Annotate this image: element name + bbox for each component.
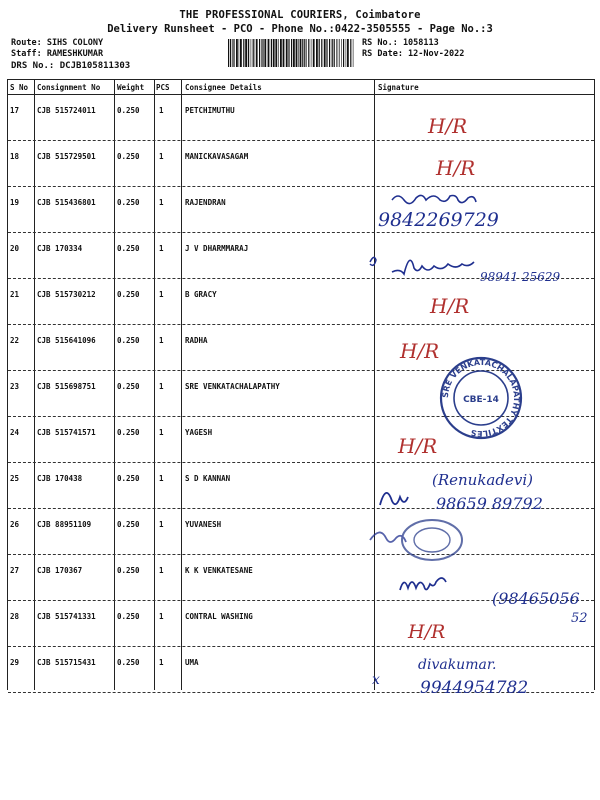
cell-consignment: CJB 515715431 [37, 658, 96, 667]
stamp-ring-text-23: SRE VENKATACHALAPATHY TEXTILES [440, 357, 522, 439]
cell-weight: 0.250 [117, 566, 140, 575]
cell-weight: 0.250 [117, 290, 140, 299]
cell-sno: 18 [10, 152, 20, 161]
barcode-bar [308, 39, 309, 67]
cell-consignee: MANICKAVASAGAM [185, 152, 249, 161]
barcode-bar [338, 39, 339, 67]
handwritten-phone-20: 98941 25629 [480, 270, 561, 284]
cell-weight: 0.250 [117, 658, 140, 667]
cell-consignment: CJB 170438 [37, 474, 83, 483]
cell-weight: 0.250 [117, 382, 140, 391]
barcode-bar [275, 39, 277, 67]
barcode-bar [329, 39, 330, 67]
barcode-bar [293, 39, 295, 67]
cell-weight: 0.250 [117, 336, 140, 345]
barcode-bar [346, 39, 347, 67]
drs-barcode-image [228, 39, 356, 67]
barcode-bar [347, 39, 349, 67]
cell-weight: 0.250 [117, 612, 140, 621]
cell-consignee: J V DHARMMARAJ [185, 244, 249, 253]
cell-consignment: CJB 515741571 [37, 428, 96, 437]
table-row [8, 417, 594, 463]
cell-sno: 25 [10, 474, 20, 483]
barcode-bar [264, 39, 266, 67]
row-divider [8, 692, 594, 693]
barcode-bar [261, 39, 262, 67]
cell-weight: 0.250 [117, 106, 140, 115]
table-row [8, 647, 594, 693]
handwritten-hr-24: H/R [398, 434, 438, 458]
barcode-bar [326, 39, 327, 67]
barcode-bar [250, 39, 251, 67]
cell-sno: 21 [10, 290, 20, 299]
barcode-bar [248, 39, 249, 67]
barcode-bar [236, 39, 238, 67]
header-pcs: PCS [156, 83, 170, 92]
barcode-bar [302, 39, 303, 67]
header-consignee: Consignee Details [185, 83, 262, 92]
barcode-bar [324, 39, 326, 67]
barcode-bar [336, 39, 337, 67]
barcode-bar [259, 39, 260, 67]
barcode-bar [253, 39, 254, 67]
cell-consignee: RAJENDRAN [185, 198, 226, 207]
barcode-bar [339, 39, 340, 67]
table-row [8, 555, 594, 601]
barcode-bar [245, 39, 247, 67]
cell-weight: 0.250 [117, 428, 140, 437]
company-title: THE PROFESSIONAL COURIERS, Coimbatore [179, 9, 421, 21]
barcode-bar [271, 39, 272, 67]
handwritten-x-29: x [372, 672, 380, 688]
cell-consignment: CJB 515641096 [37, 336, 96, 345]
route-label: Route: SIHS COLONY [11, 38, 104, 48]
barcode-bar [353, 39, 354, 67]
table-row [8, 371, 594, 417]
cell-pcs: 1 [159, 152, 164, 161]
cell-pcs: 1 [159, 336, 164, 345]
barcode-bar [262, 39, 263, 67]
cell-consignee: K K VENKATESANE [185, 566, 253, 575]
cell-sno: 23 [10, 382, 20, 391]
cell-consignment: CJB 515741331 [37, 612, 96, 621]
cell-pcs: 1 [159, 290, 164, 299]
rs-number: RS No.: 1058113 [362, 38, 439, 48]
delivery-table [7, 79, 595, 690]
table-row [8, 233, 594, 279]
barcode-bar [233, 39, 234, 67]
barcode-bar [306, 39, 307, 67]
table-row [8, 509, 594, 555]
cell-pcs: 1 [159, 474, 164, 483]
cell-weight: 0.250 [117, 198, 140, 207]
cell-consignment: CJB 515698751 [37, 382, 96, 391]
cell-consignment: CJB 515724011 [37, 106, 96, 115]
barcode-bar [278, 39, 279, 67]
cell-sno: 24 [10, 428, 20, 437]
handwritten-phone-25: 98659 89792 [436, 494, 543, 513]
cell-weight: 0.250 [117, 244, 140, 253]
cell-pcs: 1 [159, 244, 164, 253]
handwritten-name-25: (Renukadevi) [432, 471, 533, 489]
handwritten-phone-27: (98465056 [492, 589, 580, 608]
barcode-bar [304, 39, 305, 67]
cell-sno: 26 [10, 520, 20, 529]
cell-consignment: CJB 515729501 [37, 152, 96, 161]
cell-consignee: B GRACY [185, 290, 217, 299]
barcode-bar [334, 39, 335, 67]
cell-weight: 0.250 [117, 474, 140, 483]
cell-sno: 22 [10, 336, 20, 345]
cell-consignee: SRE VENKATACHALAPATHY [185, 382, 280, 391]
staff-label: Staff: RAMESHKUMAR [11, 49, 104, 59]
cell-consignee: YAGESH [185, 428, 213, 437]
handwritten-hr-18: H/R [436, 156, 476, 180]
table-header [8, 80, 594, 95]
cell-sno: 28 [10, 612, 20, 621]
cell-consignment: CJB 515730212 [37, 290, 96, 299]
drs-number: DRS No.: DCJB105811303 [11, 61, 131, 71]
table-row [8, 279, 594, 325]
rs-date: RS Date: 12-Nov-2022 [362, 49, 465, 59]
cell-pcs: 1 [159, 198, 164, 207]
table-row [8, 95, 594, 141]
barcode-bar [341, 39, 342, 67]
cell-consignee: YUVANESH [185, 520, 222, 529]
table-row [8, 601, 594, 647]
cell-consignee: PETCHIMUTHU [185, 106, 235, 115]
cell-consignment: CJB 515436801 [37, 198, 96, 207]
header-weight: Weight [117, 83, 145, 92]
cell-pcs: 1 [159, 428, 164, 437]
barcode-bar [291, 39, 292, 67]
cell-consignment: CJB 170367 [37, 566, 83, 575]
cell-sno: 27 [10, 566, 20, 575]
barcode-bar [319, 39, 320, 67]
handwritten-hr-21: H/R [430, 294, 470, 318]
header-consignment: Consignment No [37, 83, 101, 92]
cell-consignment: CJB 170334 [37, 244, 83, 253]
barcode-bar [240, 39, 242, 67]
handwritten-hr-17: H/R [428, 114, 468, 138]
cell-sno: 19 [10, 198, 20, 207]
cell-sno: 29 [10, 658, 20, 667]
barcode-bar [350, 39, 351, 67]
cell-consignee: RADHA [185, 336, 208, 345]
cell-pcs: 1 [159, 658, 164, 667]
barcode-bar [252, 39, 253, 67]
runsheet-subtitle: Delivery Runsheet - PCO - Phone No.:0422-3505555 - Page No.:3 [107, 23, 493, 35]
cell-pcs: 1 [159, 612, 164, 621]
barcode-bar [280, 39, 282, 67]
barcode-bar [300, 39, 302, 67]
handwritten-name-29: divakumar. [418, 657, 497, 673]
barcode-bar [296, 39, 298, 67]
table-row [8, 141, 594, 187]
barcode-bar [228, 39, 229, 67]
barcode-bar [239, 39, 240, 67]
cell-pcs: 1 [159, 566, 164, 575]
cell-pcs: 1 [159, 106, 164, 115]
handwritten-phone-29: 9944954782 [420, 678, 529, 698]
barcode-bar [288, 39, 289, 67]
cell-pcs: 1 [159, 520, 164, 529]
cell-consignee: CONTRAL WASHING [185, 612, 253, 621]
barcode-bar [332, 39, 333, 67]
header-sno: S No [10, 83, 29, 92]
barcode-bar [311, 39, 312, 67]
handwritten-hr-28: H/R [408, 621, 446, 643]
barcode-bar [343, 39, 344, 67]
cell-consignment: CJB 88951109 [37, 520, 92, 529]
cell-weight: 0.250 [117, 152, 140, 161]
handwritten-hr-22: H/R [400, 339, 440, 363]
barcode-bar [243, 39, 244, 67]
table-row [8, 325, 594, 371]
barcode-bar [316, 39, 318, 67]
cell-sno: 20 [10, 244, 20, 253]
barcode-bar [298, 39, 299, 67]
barcode-bar [321, 39, 322, 67]
handwritten-phone-19: 9842269729 [378, 209, 499, 231]
barcode-bar [268, 39, 270, 67]
stamp-center-text-23: CBE-14 [463, 395, 499, 405]
cell-consignee: S D KANNAN [185, 474, 231, 483]
table-row [8, 187, 594, 233]
barcode-bar [273, 39, 275, 67]
barcode-bar [283, 39, 285, 67]
cell-consignee: UMA [185, 658, 199, 667]
barcode-bar [230, 39, 231, 67]
cell-sno: 17 [10, 106, 20, 115]
barcode-bar [232, 39, 233, 67]
cell-pcs: 1 [159, 382, 164, 391]
cell-weight: 0.250 [117, 520, 140, 529]
barcode-bar [286, 39, 288, 67]
header-signature: Signature [378, 83, 419, 92]
barcode-bar [256, 39, 258, 67]
barcode-bar [313, 39, 315, 67]
handwritten-phone-27b: 52 [571, 611, 588, 626]
table-row [8, 463, 594, 509]
